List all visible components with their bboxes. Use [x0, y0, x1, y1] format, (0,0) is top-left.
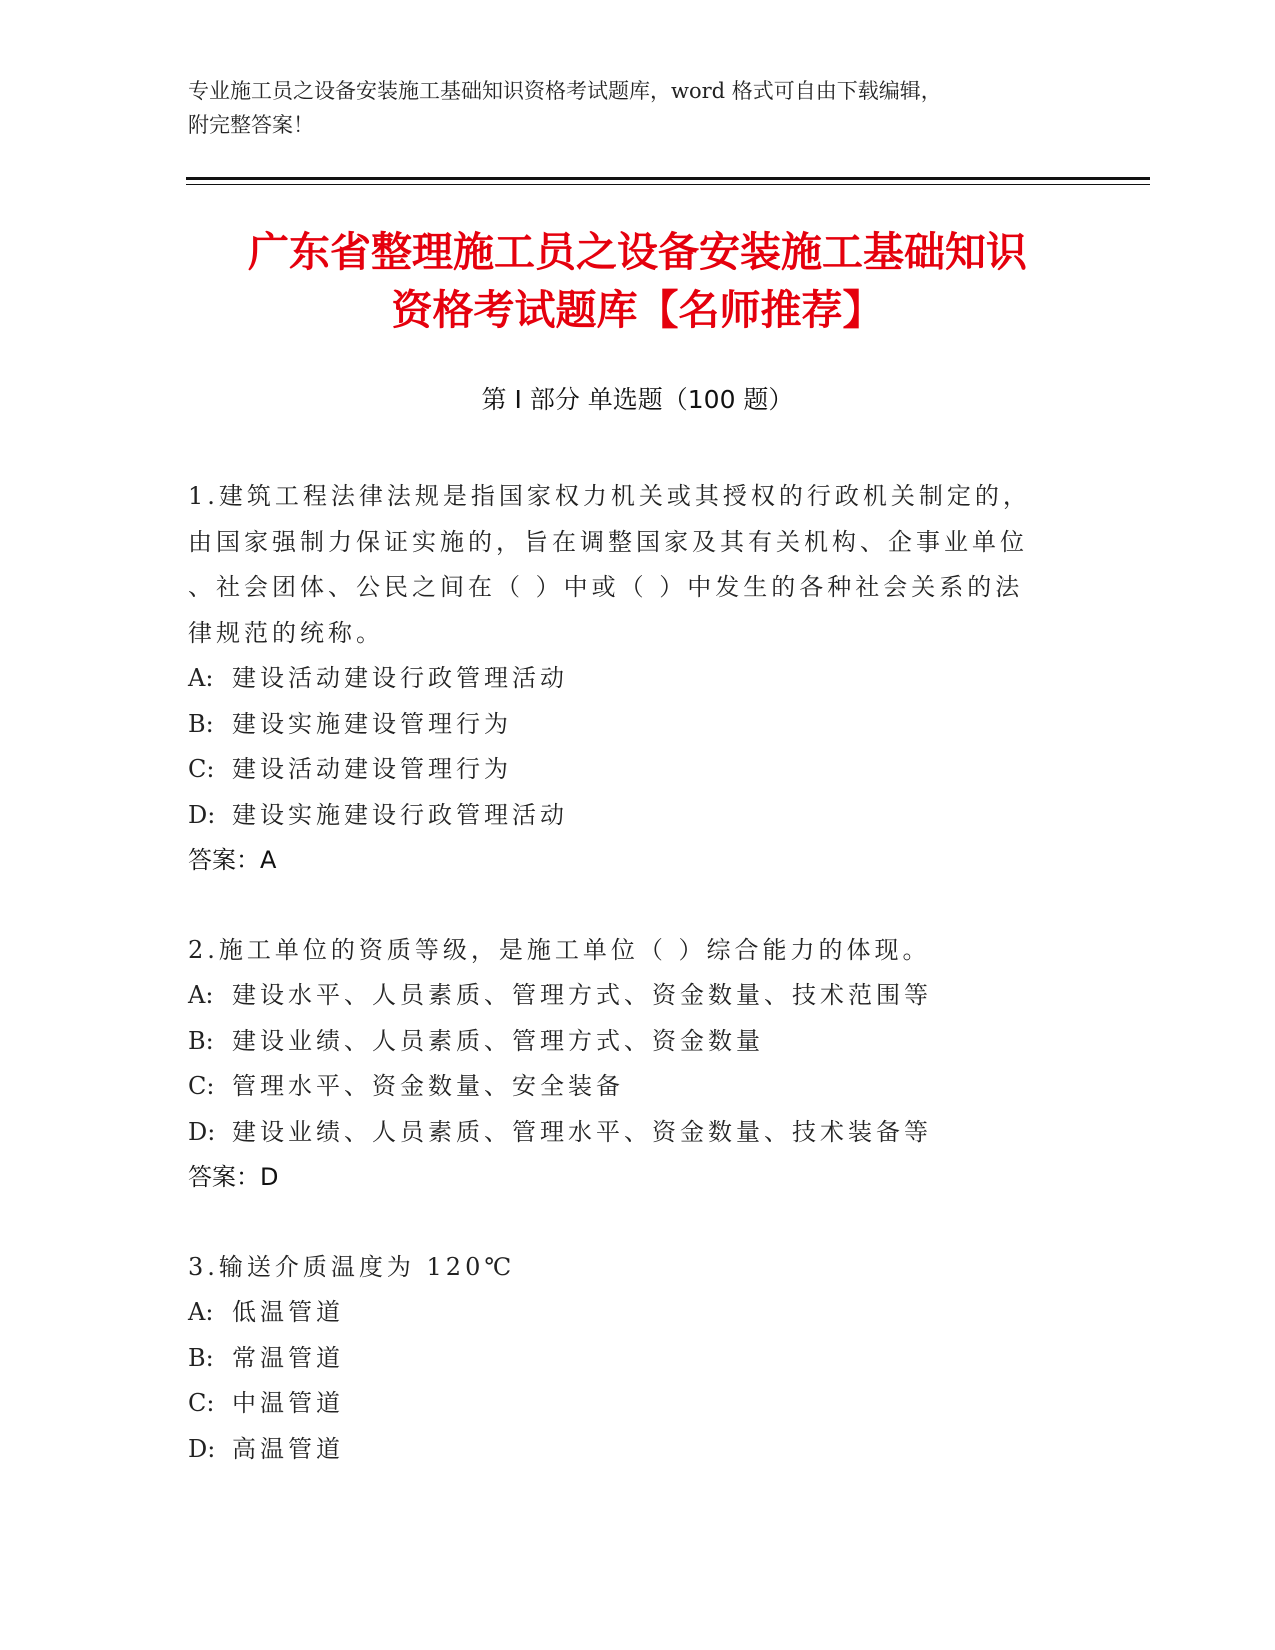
option-letter: B: [188, 1343, 214, 1372]
section-heading: 第 I 部分 单选题（100 题） [481, 385, 794, 414]
question-stem-line: 1.建筑工程法律法规是指国家权力机关或其授权的行政机关制定的， [188, 482, 1031, 510]
option-text: 低温管道 [232, 1298, 344, 1326]
option-letter: C: [188, 1072, 215, 1100]
option-b [188, 1019, 1088, 1065]
option-b [188, 702, 1088, 748]
option-letter: D: [188, 1117, 216, 1146]
question-2 [188, 928, 1088, 1201]
option-letter: A: [188, 664, 214, 692]
option-text: 常温管道 [232, 1343, 344, 1372]
option-c [188, 1064, 1088, 1110]
option-c [188, 747, 1088, 793]
option-a [188, 1290, 1088, 1336]
option-letter: D: [188, 800, 216, 829]
document-title [150, 223, 1125, 339]
answer-line: 答案：D [188, 1163, 279, 1191]
option-letter: D: [188, 1434, 216, 1463]
header-note-line: 附完整答案！ [188, 113, 314, 137]
document-title-line: 广东省整理施工员之设备安装施工基础知识 [248, 228, 1027, 276]
option-text: 管理水平、资金数量、安全装备 [232, 1072, 624, 1100]
option-a [188, 656, 1088, 702]
header-divider-thin [186, 184, 1150, 185]
header-note [188, 74, 1088, 142]
option-d [188, 793, 1088, 839]
question-stem-line: 、社会团体、公民之间在（ ）中或（ ）中发生的各种社会关系的法 [188, 573, 1024, 601]
option-b [188, 1336, 1088, 1382]
question-stem-line: 3.输送介质温度为 120℃ [188, 1252, 516, 1281]
option-d [188, 1110, 1088, 1156]
option-c [188, 1381, 1088, 1427]
option-text: 建设水平、人员素质、管理方式、资金数量、技术范围等 [232, 981, 932, 1009]
option-letter: C: [188, 755, 215, 783]
option-d [188, 1427, 1088, 1473]
option-text: 高温管道 [232, 1434, 344, 1463]
option-text: 建设实施建设行政管理活动 [232, 800, 568, 829]
question-stem-line: 律规范的统称。 [188, 618, 384, 647]
question-1 [188, 474, 1088, 884]
option-text: 建设业绩、人员素质、管理水平、资金数量、技术装备等 [232, 1117, 932, 1146]
document-title-line: 资格考试题库【名师推荐】 [391, 286, 884, 334]
option-letter: C: [188, 1389, 215, 1417]
option-text: 中温管道 [232, 1389, 344, 1417]
option-letter: B: [188, 1026, 214, 1055]
option-text: 建设活动建设行政管理活动 [232, 664, 568, 692]
option-letter: B: [188, 709, 214, 738]
header-note-line: 专业施工员之设备安装施工基础知识资格考试题库，word 格式可自由下载编辑， [188, 79, 942, 103]
answer-line: 答案：A [188, 846, 277, 874]
option-text: 建设业绩、人员素质、管理方式、资金数量 [232, 1026, 764, 1055]
question-stem-line: 2.施工单位的资质等级，是施工单位（ ）综合能力的体现。 [188, 935, 931, 964]
question-stem-line: 由国家强制力保证实施的，旨在调整国家及其有关机构、企事业单位 [188, 527, 1028, 556]
option-a [188, 973, 1088, 1019]
option-text: 建设活动建设管理行为 [232, 755, 512, 783]
option-letter: A: [188, 981, 214, 1009]
question-3 [188, 1245, 1088, 1473]
option-letter: A: [188, 1298, 214, 1326]
header-divider-thick [186, 177, 1150, 180]
question-list [188, 474, 1088, 1472]
option-text: 建设实施建设管理行为 [232, 709, 512, 738]
